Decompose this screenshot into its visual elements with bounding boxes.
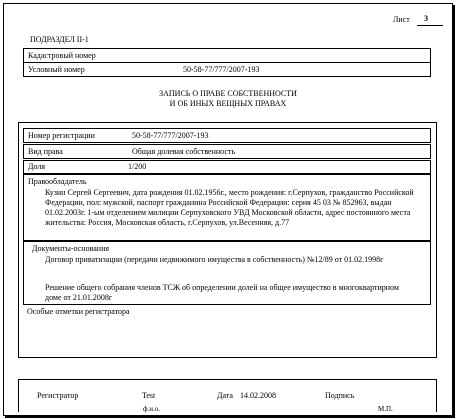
conditional-value: 50-58-77/777/2007-193 — [183, 65, 260, 74]
right-type-label: Вид права — [28, 147, 63, 156]
fio-caption: ф.и.о. — [143, 405, 161, 413]
document-item: Договор приватизации (передачи недвижимого имущества в собственность) №12/89 от 01.02.1998г — [45, 255, 384, 264]
documents-block — [23, 241, 431, 305]
date-value: 14.02.2008 — [240, 391, 276, 400]
share-row — [23, 160, 431, 174]
notes-label: Особые отметки регистратора — [27, 307, 130, 316]
owner-block — [23, 174, 431, 241]
document-item: Решение общего собрания членов ТСЖ об определении долей на общее имущество в многоквартирном доме от 21.01.2008г — [45, 283, 399, 302]
conditional-label: Условный номер — [28, 65, 85, 74]
right-type-row — [23, 144, 431, 159]
registration-value: 50-58-77/777/2007-193 — [132, 131, 209, 140]
registrar-value: Test — [142, 391, 156, 400]
sheet-underline — [417, 25, 443, 26]
cadastral-label: Кадастровый номер — [28, 51, 96, 60]
date-label: Дата — [217, 391, 233, 400]
document-page — [3, 3, 453, 416]
cadastral-row — [23, 48, 431, 63]
conditional-row — [23, 62, 431, 77]
registration-row — [23, 128, 431, 143]
record-title-line2: И ОБ ИНЫХ ВЕЩНЫХ ПРАВАХ — [169, 99, 287, 108]
record-title — [4, 89, 452, 109]
share-value: 1/200 — [128, 162, 147, 171]
sheet-label: Лист — [393, 15, 410, 24]
subsection-title: ПОДРАЗДЕЛ II-1 — [30, 35, 89, 44]
registration-label: Номер регистрации — [28, 131, 95, 140]
record-title-line1: ЗАПИСЬ О ПРАВЕ СОБСТВЕННОСТИ — [159, 89, 297, 98]
right-type-value: Общая долевая собственность — [132, 147, 236, 156]
registrar-label: Регистратор — [37, 391, 79, 400]
sheet-number: 3 — [424, 14, 428, 23]
documents-label: Документы-основания — [32, 244, 110, 253]
mp-caption: М.П. — [378, 405, 393, 413]
owner-text: Кузин Сергей Сергеевич, дата рождения 01.02.1956г., место рождения: г.Серпухов, гражданство Российской Федерации, пол: мужской, паспорт гражданина Российской Федерации: серия 45 03 № 852963, выдан 01.02.2003г. 1-ым отделением милиции Серпуховского УВД Московской области, адрес постоянного места жительства: Россия, Московская область, г.Серпухов, ул.Весенняя, д.77 — [45, 188, 414, 227]
signature-label: Подпись — [325, 391, 355, 400]
share-label: Доля — [28, 162, 46, 171]
owner-label: Правообладатель — [28, 177, 87, 186]
